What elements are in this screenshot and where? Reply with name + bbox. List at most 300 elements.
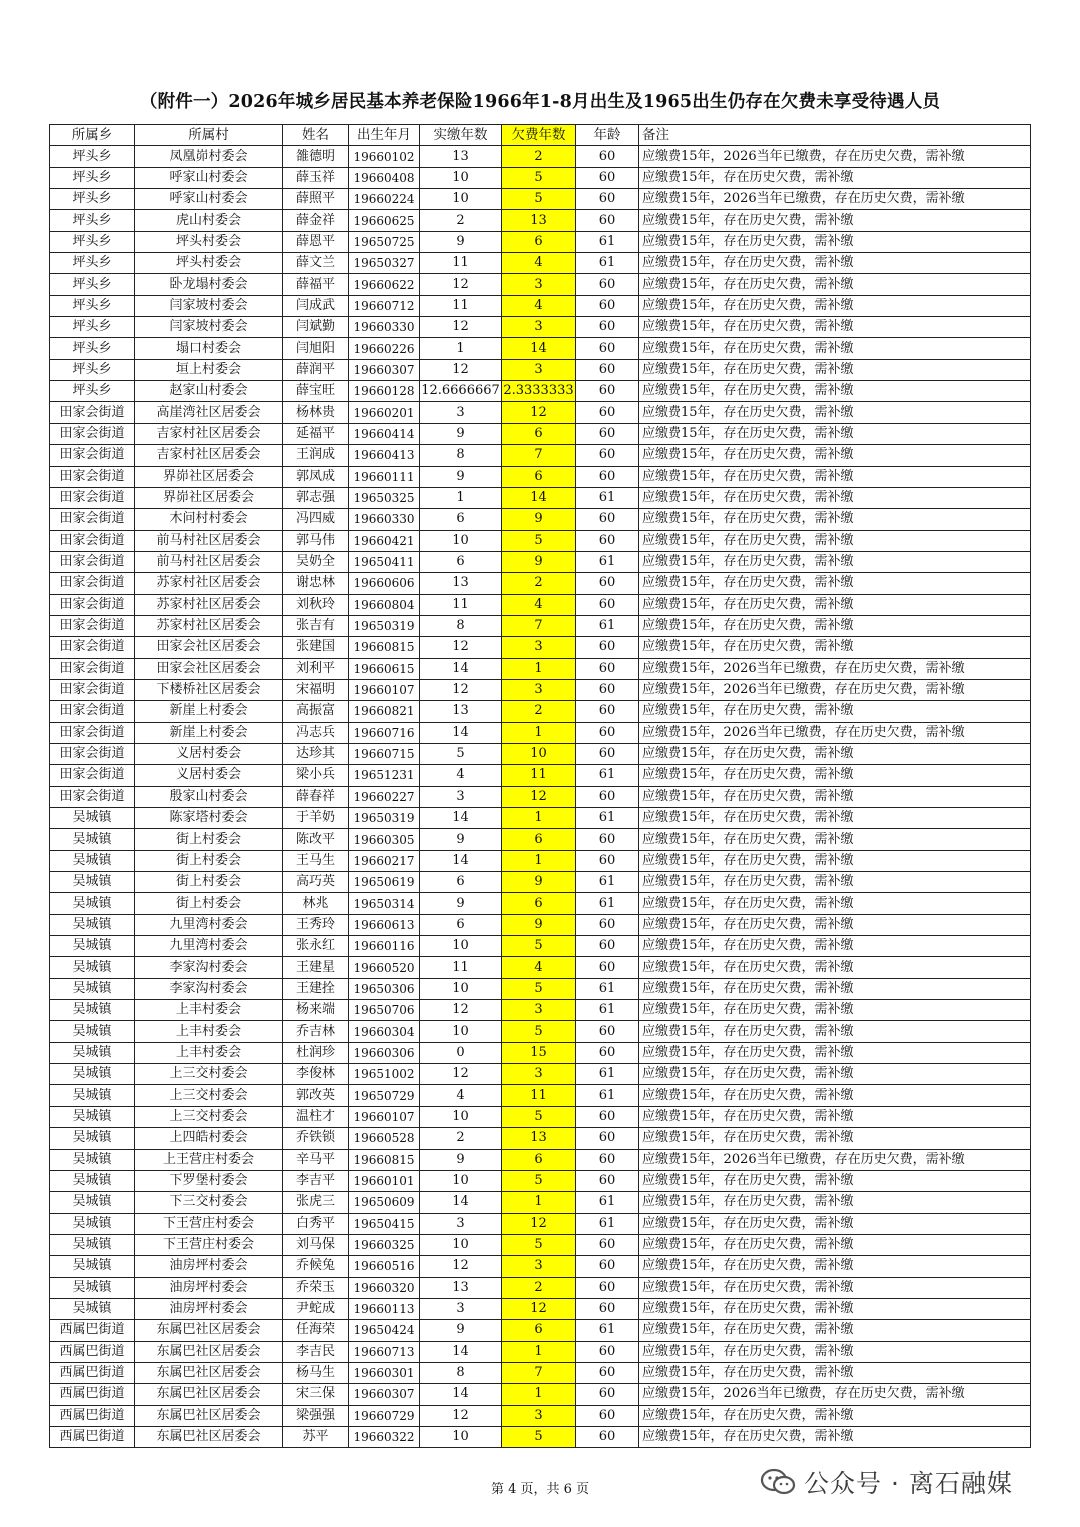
cell-remark: 应缴费15年，存在历史欠费，需补缴 [639, 487, 1031, 508]
watermark-text: 公众号 · 离石融媒 [804, 1469, 1013, 1498]
cell-age: 60 [576, 679, 639, 700]
cell-name: 闫旭阳 [283, 338, 349, 359]
cell-birth-month: 19660413 [349, 445, 420, 466]
cell-age: 60 [576, 466, 639, 487]
cell-remark: 应缴费15年，存在历史欠费，需补缴 [639, 1298, 1031, 1319]
cell-village: 殷家山村委会 [135, 786, 283, 807]
cell-arrears-years: 6 [502, 231, 576, 252]
cell-township: 坪头乡 [50, 317, 135, 338]
cell-paid-years: 9 [420, 1149, 502, 1170]
cell-township: 吴城镇 [50, 914, 135, 935]
cell-remark: 应缴费15年，存在历史欠费，需补缴 [639, 786, 1031, 807]
table-row [50, 1128, 1031, 1149]
cell-name: 郭志强 [283, 487, 349, 508]
cell-birth-month: 19660516 [349, 1256, 420, 1277]
cell-arrears-years: 13 [502, 210, 576, 231]
cell-village: 李家沟村委会 [135, 957, 283, 978]
table-row [50, 423, 1031, 444]
cell-arrears-years: 12 [502, 402, 576, 423]
cell-name: 闫成武 [283, 295, 349, 316]
cell-paid-years: 9 [420, 1320, 502, 1341]
cell-township: 田家会街道 [50, 701, 135, 722]
cell-birth-month: 19660815 [349, 637, 420, 658]
cell-paid-years: 0 [420, 1042, 502, 1063]
cell-remark: 应缴费15年，存在历史欠费，需补缴 [639, 615, 1031, 636]
cell-arrears-years: 2 [502, 573, 576, 594]
cell-name: 延福平 [283, 423, 349, 444]
cell-village: 田家会社区居委会 [135, 637, 283, 658]
cell-age: 61 [576, 765, 639, 786]
cell-name: 乔荣玉 [283, 1277, 349, 1298]
cell-village: 九里湾村委会 [135, 936, 283, 957]
cell-remark: 应缴费15年，2026当年已缴费，存在历史欠费，需补缴 [639, 658, 1031, 679]
cell-remark: 应缴费15年，存在历史欠费，需补缴 [639, 253, 1031, 274]
cell-age: 60 [576, 1234, 639, 1255]
cell-arrears-years: 7 [502, 615, 576, 636]
cell-remark: 应缴费15年，存在历史欠费，需补缴 [639, 808, 1031, 829]
cell-remark: 应缴费15年，存在历史欠费，需补缴 [639, 1128, 1031, 1149]
cell-remark: 应缴费15年，存在历史欠费，需补缴 [639, 1341, 1031, 1362]
cell-birth-month: 19660102 [349, 146, 420, 167]
table-row [50, 1384, 1031, 1405]
table-row [50, 402, 1031, 423]
cell-name: 乔吉林 [283, 1021, 349, 1042]
cell-arrears-years: 1 [502, 1384, 576, 1405]
table-row [50, 167, 1031, 188]
cell-paid-years: 6 [420, 872, 502, 893]
cell-birth-month: 19660227 [349, 786, 420, 807]
cell-remark: 应缴费15年，存在历史欠费，需补缴 [639, 1000, 1031, 1021]
cell-township: 吴城镇 [50, 1064, 135, 1085]
cell-arrears-years: 5 [502, 189, 576, 210]
cell-arrears-years: 1 [502, 808, 576, 829]
cell-paid-years: 8 [420, 615, 502, 636]
cell-age: 60 [576, 936, 639, 957]
cell-village: 义居村委会 [135, 765, 283, 786]
cell-birth-month: 19660715 [349, 743, 420, 764]
cell-paid-years: 11 [420, 253, 502, 274]
table-row [50, 1405, 1031, 1426]
cell-arrears-years: 12 [502, 1213, 576, 1234]
cell-township: 田家会街道 [50, 445, 135, 466]
cell-name: 梁强强 [283, 1405, 349, 1426]
table-row [50, 146, 1031, 167]
cell-remark: 应缴费15年，存在历史欠费，需补缴 [639, 1320, 1031, 1341]
cell-age: 61 [576, 978, 639, 999]
cell-remark: 应缴费15年，存在历史欠费，需补缴 [639, 957, 1031, 978]
cell-birth-month: 19660305 [349, 829, 420, 850]
table-row [50, 551, 1031, 572]
cell-age: 61 [576, 231, 639, 252]
cell-township: 吴城镇 [50, 1170, 135, 1191]
header-paid-years: 实缴年数 [420, 125, 502, 146]
cell-paid-years: 9 [420, 466, 502, 487]
cell-paid-years: 6 [420, 914, 502, 935]
cell-township: 吴城镇 [50, 1213, 135, 1234]
cell-village: 街上村委会 [135, 872, 283, 893]
cell-township: 田家会街道 [50, 402, 135, 423]
cell-name: 吴奶全 [283, 551, 349, 572]
cell-remark: 应缴费15年，存在历史欠费，需补缴 [639, 210, 1031, 231]
cell-name: 于羊奶 [283, 808, 349, 829]
table-row [50, 1042, 1031, 1063]
table-row [50, 317, 1031, 338]
cell-village: 木问村村委会 [135, 509, 283, 530]
cell-arrears-years: 3 [502, 1256, 576, 1277]
table-row [50, 445, 1031, 466]
cell-birth-month: 19660107 [349, 679, 420, 700]
header-remark: 备注 [639, 125, 1031, 146]
cell-name: 薛文兰 [283, 253, 349, 274]
cell-township: 田家会街道 [50, 658, 135, 679]
cell-age: 61 [576, 872, 639, 893]
cell-birth-month: 19660107 [349, 1106, 420, 1127]
cell-village: 义居村委会 [135, 743, 283, 764]
document-title: （附件一）2026年城乡居民基本养老保险1966年1-8月出生及1965出生仍存在欠费未享受待遇人员 [139, 92, 941, 112]
table-row [50, 210, 1031, 231]
cell-age: 60 [576, 530, 639, 551]
cell-township: 吴城镇 [50, 1277, 135, 1298]
cell-age: 60 [576, 423, 639, 444]
cell-age: 60 [576, 1405, 639, 1426]
cell-remark: 应缴费15年，存在历史欠费，需补缴 [639, 872, 1031, 893]
cell-village: 油房坪村委会 [135, 1277, 283, 1298]
cell-village: 苏家村社区居委会 [135, 615, 283, 636]
table-row [50, 381, 1031, 402]
cell-township: 坪头乡 [50, 274, 135, 295]
watermark [760, 1462, 1013, 1502]
cell-remark: 应缴费15年，存在历史欠费，需补缴 [639, 701, 1031, 722]
table-row [50, 872, 1031, 893]
cell-remark: 应缴费15年，存在历史欠费，需补缴 [639, 637, 1031, 658]
cell-remark: 应缴费15年，存在历史欠费，需补缴 [639, 573, 1031, 594]
table-row [50, 487, 1031, 508]
cell-village: 街上村委会 [135, 829, 283, 850]
cell-paid-years: 12 [420, 359, 502, 380]
cell-village: 新崖上村委会 [135, 722, 283, 743]
cell-village: 东属巴社区居委会 [135, 1320, 283, 1341]
cell-township: 坪头乡 [50, 253, 135, 274]
cell-name: 杨马生 [283, 1362, 349, 1383]
cell-township: 吴城镇 [50, 1021, 135, 1042]
cell-village: 上四皓村委会 [135, 1128, 283, 1149]
cell-birth-month: 19660111 [349, 466, 420, 487]
table-row [50, 957, 1031, 978]
page-footer: 第 4 页，共 6 页 [490, 1482, 590, 1497]
cell-birth-month: 19660101 [349, 1170, 420, 1191]
cell-paid-years: 8 [420, 1362, 502, 1383]
cell-birth-month: 19660613 [349, 914, 420, 935]
cell-township: 田家会街道 [50, 594, 135, 615]
cell-paid-years: 14 [420, 1384, 502, 1405]
cell-age: 60 [576, 1149, 639, 1170]
cell-arrears-years: 6 [502, 829, 576, 850]
cell-township: 坪头乡 [50, 189, 135, 210]
cell-remark: 应缴费15年，存在历史欠费，需补缴 [639, 167, 1031, 188]
cell-birth-month: 19660625 [349, 210, 420, 231]
cell-birth-month: 19660528 [349, 1128, 420, 1149]
cell-birth-month: 19660113 [349, 1298, 420, 1319]
cell-age: 61 [576, 893, 639, 914]
cell-arrears-years: 5 [502, 530, 576, 551]
cell-age: 60 [576, 146, 639, 167]
cell-township: 吴城镇 [50, 1042, 135, 1063]
cell-birth-month: 19650619 [349, 872, 420, 893]
cell-village: 油房坪村委会 [135, 1256, 283, 1277]
cell-age: 60 [576, 274, 639, 295]
cell-age: 61 [576, 1085, 639, 1106]
cell-arrears-years: 6 [502, 1320, 576, 1341]
cell-village: 虎山村委会 [135, 210, 283, 231]
cell-village: 上丰村委会 [135, 1000, 283, 1021]
cell-village: 闫家坡村委会 [135, 295, 283, 316]
cell-village: 卧龙塌村委会 [135, 274, 283, 295]
cell-paid-years: 10 [420, 167, 502, 188]
cell-name: 王建拴 [283, 978, 349, 999]
cell-village: 李家沟村委会 [135, 978, 283, 999]
cell-paid-years: 1 [420, 487, 502, 508]
cell-village: 呼家山村委会 [135, 189, 283, 210]
cell-village: 上三交村委会 [135, 1064, 283, 1085]
table-row [50, 1341, 1031, 1362]
cell-paid-years: 10 [420, 530, 502, 551]
cell-remark: 应缴费15年，存在历史欠费，需补缴 [639, 1106, 1031, 1127]
table-row [50, 637, 1031, 658]
header-age: 年龄 [576, 125, 639, 146]
cell-township: 田家会街道 [50, 786, 135, 807]
cell-remark: 应缴费15年，存在历史欠费，需补缴 [639, 402, 1031, 423]
header-arrears-years: 欠费年数 [502, 125, 576, 146]
cell-village: 垣上村委会 [135, 359, 283, 380]
cell-age: 60 [576, 722, 639, 743]
cell-remark: 应缴费15年，存在历史欠费，需补缴 [639, 893, 1031, 914]
table-row [50, 1277, 1031, 1298]
table-row [50, 1170, 1031, 1191]
cell-arrears-years: 5 [502, 1106, 576, 1127]
cell-paid-years: 13 [420, 146, 502, 167]
cell-township: 坪头乡 [50, 359, 135, 380]
cell-paid-years: 1 [420, 338, 502, 359]
cell-remark: 应缴费15年，存在历史欠费，需补缴 [639, 1192, 1031, 1213]
table-row [50, 530, 1031, 551]
cell-village: 苏家村社区居委会 [135, 594, 283, 615]
cell-paid-years: 12 [420, 317, 502, 338]
cell-arrears-years: 3 [502, 1000, 576, 1021]
cell-remark: 应缴费15年，存在历史欠费，需补缴 [639, 1405, 1031, 1426]
cell-arrears-years: 3 [502, 274, 576, 295]
cell-remark: 应缴费15年，存在历史欠费，需补缴 [639, 381, 1031, 402]
cell-remark: 应缴费15年，存在历史欠费，需补缴 [639, 978, 1031, 999]
cell-birth-month: 19650314 [349, 893, 420, 914]
cell-village: 上丰村委会 [135, 1021, 283, 1042]
cell-birth-month: 19660217 [349, 850, 420, 871]
cell-birth-month: 19660804 [349, 594, 420, 615]
cell-arrears-years: 1 [502, 1341, 576, 1362]
cell-paid-years: 10 [420, 189, 502, 210]
cell-arrears-years: 1 [502, 722, 576, 743]
cell-arrears-years: 6 [502, 466, 576, 487]
cell-paid-years: 10 [420, 978, 502, 999]
cell-township: 坪头乡 [50, 146, 135, 167]
cell-arrears-years: 6 [502, 1149, 576, 1170]
cell-township: 吴城镇 [50, 1256, 135, 1277]
cell-remark: 应缴费15年，存在历史欠费，需补缴 [639, 1042, 1031, 1063]
cell-village: 高崖湾社区居委会 [135, 402, 283, 423]
header-name: 姓名 [283, 125, 349, 146]
cell-age: 61 [576, 1192, 639, 1213]
cell-remark: 应缴费15年，存在历史欠费，需补缴 [639, 1256, 1031, 1277]
cell-arrears-years: 3 [502, 1064, 576, 1085]
cell-township: 田家会街道 [50, 487, 135, 508]
cell-village: 东属巴社区居委会 [135, 1405, 283, 1426]
cell-paid-years: 12 [420, 274, 502, 295]
cell-name: 温柱才 [283, 1106, 349, 1127]
cell-paid-years: 14 [420, 808, 502, 829]
cell-village: 上丰村委会 [135, 1042, 283, 1063]
table-row [50, 189, 1031, 210]
cell-arrears-years: 5 [502, 1234, 576, 1255]
cell-township: 坪头乡 [50, 338, 135, 359]
cell-arrears-years: 4 [502, 957, 576, 978]
cell-birth-month: 19650319 [349, 808, 420, 829]
table-row [50, 1213, 1031, 1234]
cell-remark: 应缴费15年，存在历史欠费，需补缴 [639, 1170, 1031, 1191]
cell-arrears-years: 9 [502, 551, 576, 572]
cell-township: 西属巴街道 [50, 1384, 135, 1405]
cell-paid-years: 3 [420, 786, 502, 807]
cell-village: 东属巴社区居委会 [135, 1341, 283, 1362]
cell-village: 坪头村委会 [135, 231, 283, 252]
cell-birth-month: 19660301 [349, 1362, 420, 1383]
cell-remark: 应缴费15年，存在历史欠费，需补缴 [639, 359, 1031, 380]
cell-name: 王马生 [283, 850, 349, 871]
table-row [50, 936, 1031, 957]
cell-arrears-years: 12 [502, 1298, 576, 1319]
cell-paid-years: 10 [420, 1234, 502, 1255]
cell-birth-month: 19650706 [349, 1000, 420, 1021]
cell-remark: 应缴费15年，存在历史欠费，需补缴 [639, 466, 1031, 487]
cell-village: 东属巴社区居委会 [135, 1384, 283, 1405]
cell-village: 上三交村委会 [135, 1085, 283, 1106]
cell-arrears-years: 14 [502, 487, 576, 508]
cell-remark: 应缴费15年，存在历史欠费，需补缴 [639, 1213, 1031, 1234]
table-row [50, 808, 1031, 829]
cell-township: 吴城镇 [50, 872, 135, 893]
cell-name: 谢忠林 [283, 573, 349, 594]
cell-age: 60 [576, 1426, 639, 1447]
table-row [50, 1320, 1031, 1341]
cell-paid-years: 13 [420, 573, 502, 594]
cell-remark: 应缴费15年，2026当年已缴费，存在历史欠费，需补缴 [639, 189, 1031, 210]
cell-name: 张吉有 [283, 615, 349, 636]
cell-paid-years: 3 [420, 1298, 502, 1319]
cell-village: 油房坪村委会 [135, 1298, 283, 1319]
cell-village: 下楼桥社区居委会 [135, 679, 283, 700]
cell-village: 界峁社区居委会 [135, 466, 283, 487]
cell-birth-month: 19660224 [349, 189, 420, 210]
cell-township: 坪头乡 [50, 210, 135, 231]
cell-paid-years: 2 [420, 1128, 502, 1149]
cell-age: 60 [576, 381, 639, 402]
cell-township: 坪头乡 [50, 381, 135, 402]
cell-arrears-years: 9 [502, 509, 576, 530]
cell-name: 王建星 [283, 957, 349, 978]
cell-arrears-years: 3 [502, 679, 576, 700]
cell-birth-month: 19660821 [349, 701, 420, 722]
cell-name: 闫斌勤 [283, 317, 349, 338]
table-row [50, 1149, 1031, 1170]
cell-birth-month: 19650327 [349, 253, 420, 274]
cell-paid-years: 14 [420, 1192, 502, 1213]
cell-arrears-years: 4 [502, 594, 576, 615]
cell-age: 61 [576, 615, 639, 636]
cell-arrears-years: 7 [502, 1362, 576, 1383]
cell-paid-years: 3 [420, 402, 502, 423]
cell-birth-month: 19660307 [349, 359, 420, 380]
cell-name: 薛金祥 [283, 210, 349, 231]
cell-birth-month: 19650411 [349, 551, 420, 572]
cell-remark: 应缴费15年，存在历史欠费，需补缴 [639, 231, 1031, 252]
cell-arrears-years: 6 [502, 893, 576, 914]
table-row [50, 1106, 1031, 1127]
cell-name: 张建国 [283, 637, 349, 658]
cell-age: 61 [576, 1000, 639, 1021]
cell-age: 60 [576, 359, 639, 380]
cell-paid-years: 9 [420, 423, 502, 444]
cell-age: 61 [576, 1213, 639, 1234]
table-row [50, 509, 1031, 530]
cell-paid-years: 12.6666667 [420, 381, 502, 402]
cell-arrears-years: 3 [502, 1405, 576, 1426]
cell-township: 坪头乡 [50, 167, 135, 188]
cell-birth-month: 19660322 [349, 1426, 420, 1447]
cell-arrears-years: 10 [502, 743, 576, 764]
cell-birth-month: 19650325 [349, 487, 420, 508]
cell-village: 界峁社区居委会 [135, 487, 283, 508]
cell-age: 60 [576, 338, 639, 359]
cell-township: 西属巴街道 [50, 1362, 135, 1383]
cell-paid-years: 12 [420, 1405, 502, 1426]
cell-name: 林兆 [283, 893, 349, 914]
cell-age: 60 [576, 850, 639, 871]
table-header-row [50, 125, 1031, 146]
table-row [50, 594, 1031, 615]
cell-name: 刘马保 [283, 1234, 349, 1255]
cell-age: 60 [576, 1106, 639, 1127]
cell-village: 闫家坡村委会 [135, 317, 283, 338]
cell-paid-years: 10 [420, 1106, 502, 1127]
cell-paid-years: 10 [420, 936, 502, 957]
cell-remark: 应缴费15年，存在历史欠费，需补缴 [639, 274, 1031, 295]
cell-paid-years: 11 [420, 295, 502, 316]
cell-age: 60 [576, 317, 639, 338]
cell-township: 田家会街道 [50, 423, 135, 444]
cell-arrears-years: 6 [502, 423, 576, 444]
cell-remark: 应缴费15年，2026当年已缴费，存在历史欠费，需补缴 [639, 722, 1031, 743]
cell-paid-years: 9 [420, 893, 502, 914]
cell-village: 前马村社区居委会 [135, 551, 283, 572]
header-township: 所属乡 [50, 125, 135, 146]
cell-name: 张永红 [283, 936, 349, 957]
cell-paid-years: 11 [420, 594, 502, 615]
cell-name: 薛宝旺 [283, 381, 349, 402]
cell-name: 杨来端 [283, 1000, 349, 1021]
cell-township: 吴城镇 [50, 936, 135, 957]
table-row [50, 850, 1031, 871]
cell-paid-years: 4 [420, 1085, 502, 1106]
cell-village: 苏家村社区居委会 [135, 573, 283, 594]
cell-village: 上三交村委会 [135, 1106, 283, 1127]
